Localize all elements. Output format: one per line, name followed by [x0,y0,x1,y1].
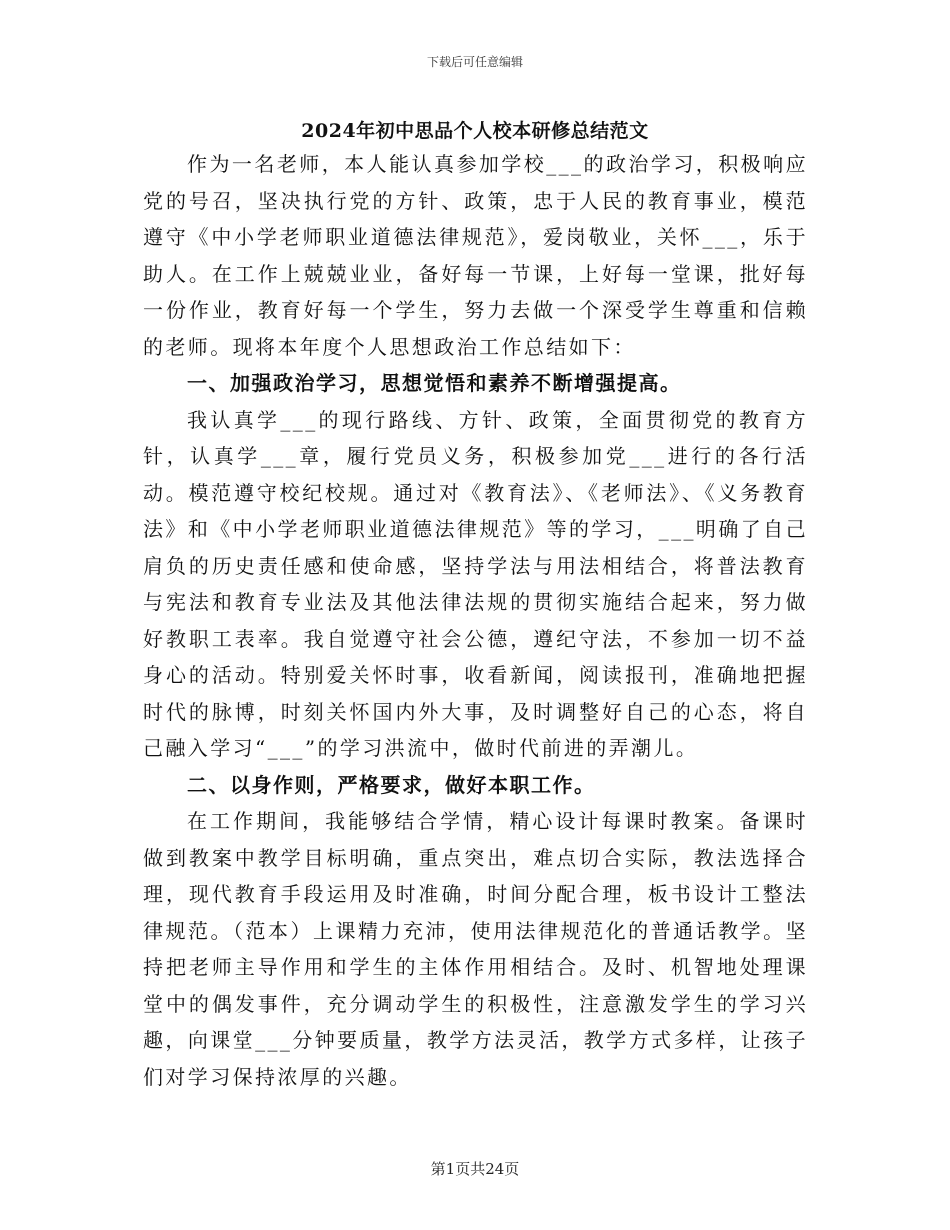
document-title: 2024年初中思品个人校本研修总结范文 [301,120,649,142]
section-2-paragraph: 在工作期间，我能够结合学情，精心设计每课时教案。备课时做到教案中教学目标明确，重点突出，难点切合实际，教法选择合理，现代教育手段运用及时准确，时间分配合理，板书设计工整法律规范。（范本）上课精力充沛，使用法律规范化的普通话教学。坚持把老师主导作用和学生的主体作用相结合。及时、机智地处理课堂中的偶发事件，充分调动学生的积极性，注意激发学生的学习兴趣，向课堂___分钟要质量，教学方法灵活，教学方式多样，让孩子们对学习保持浓厚的兴趣。 [143,809,808,1089]
header-note: 下载后可任意编辑 [426,55,523,69]
document-body [143,146,808,1095]
section-1-paragraph: 我认真学___的现行路线、方针、政策，全面贯彻党的教育方针，认真学___章，履行党员义务，积极参加党___进行的各行活动。模范遵守校纪校规。通过对《教育法》、《老师法》、《义务教育法》和《中小学老师职业道德法律规范》等的学习，___明确了自己肩负的历史责任感和使命感，坚持学法与用法相结合，将普法教育与宪法和教育专业法及其他法律法规的贯彻实施结合起来，努力做好教职工表率。我自觉遵守社会公德，遵纪守法，不参加一切不益身心的活动。特别爱关怀时事，收看新闻，阅读报刊，准确地把握时代的脉博，时刻关怀国内外大事，及时调整好自己的心态，将自己融入学习“___”的学习洪流中，做时代前进的弄潮儿。 [143,407,808,760]
page-number-footer: 第1页共24页 [430,1160,520,1178]
section-heading-1: 一、加强政治学习，思想觉悟和素养不断增强提高。 [187,371,682,395]
intro-paragraph: 作为一名老师，本人能认真参加学校___的政治学习，积极响应党的号召，坚决执行党的方针、政策，忠于人民的教育事业，模范遵守《中小学老师职业道德法律规范》，爱岗敬业，关怀___，乐于助人。在工作上兢兢业业，备好每一节课，上好每一堂课，批好每一份作业，教育好每一个学生，努力去做一个深受学生尊重和信赖的老师。现将本年度个人思想政治工作总结如下： [143,152,808,359]
section-heading-2: 二、以身作则，严格要求，做好本职工作。 [187,772,596,797]
